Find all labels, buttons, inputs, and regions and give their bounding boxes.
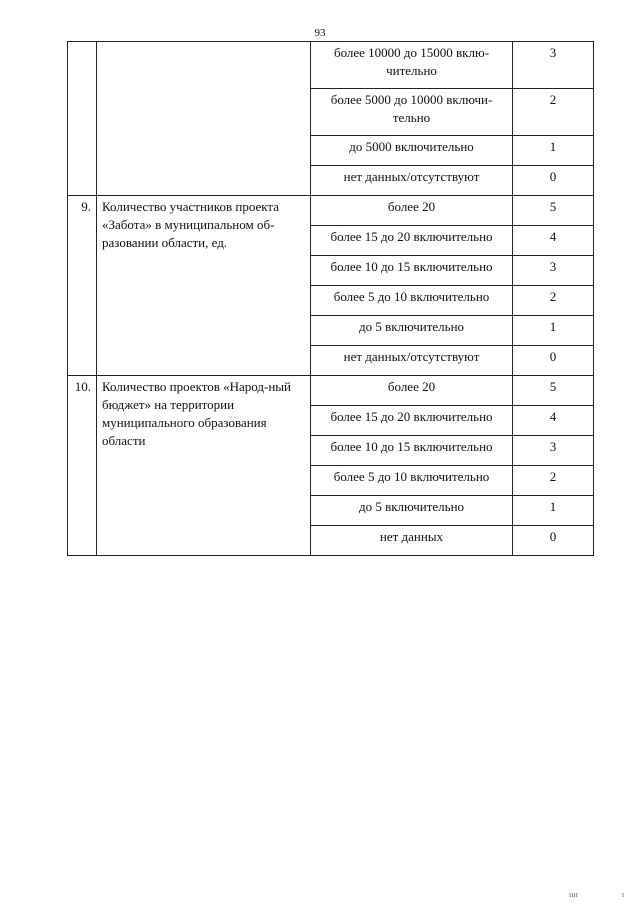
criterion-cell: нет данных/отсутствуют [311, 166, 513, 196]
criterion-cell: более 5 до 10 включительно [311, 466, 513, 496]
page-number: 93 [314, 27, 326, 39]
row-number: 9. [68, 196, 97, 376]
criterion-cell: до 5000 включительно [311, 136, 513, 166]
points-cell: 2 [513, 466, 594, 496]
points-cell: 0 [513, 166, 594, 196]
criterion-cell: более 20 [311, 196, 513, 226]
indicator-name: Количество участников проекта «Забота» в муниципальном об-разовании области, ед. [97, 196, 311, 376]
criterion-cell: нет данных/отсутствуют [311, 346, 513, 376]
criterion-cell: более 10 до 15 включительно [311, 436, 513, 466]
row-number: 10. [68, 376, 97, 556]
criteria-table [67, 41, 594, 556]
points-cell: 1 [513, 136, 594, 166]
points-cell: 1 [513, 316, 594, 346]
points-cell: 3 [513, 256, 594, 286]
criterion-cell: более 20 [311, 376, 513, 406]
criterion-cell: более 10000 до 15000 вклю-чительно [311, 42, 513, 89]
points-cell: 1 [513, 496, 594, 526]
table-row [68, 196, 594, 226]
scan-mark-right: ı [622, 890, 625, 899]
points-cell: 4 [513, 226, 594, 256]
criterion-cell: до 5 включительно [311, 316, 513, 346]
points-cell: 0 [513, 526, 594, 556]
points-cell: 5 [513, 196, 594, 226]
scan-mark-left: ıııı [569, 890, 578, 899]
criterion-cell: более 10 до 15 включительно [311, 256, 513, 286]
points-cell: 3 [513, 436, 594, 466]
indicator-name [97, 42, 311, 196]
points-cell: 0 [513, 346, 594, 376]
criterion-cell: более 5 до 10 включительно [311, 286, 513, 316]
points-cell: 2 [513, 286, 594, 316]
points-cell: 4 [513, 406, 594, 436]
points-cell: 2 [513, 89, 594, 136]
criterion-cell: более 15 до 20 включительно [311, 226, 513, 256]
table-row [68, 42, 594, 89]
table-row [68, 376, 594, 406]
row-number [68, 42, 97, 196]
points-cell: 5 [513, 376, 594, 406]
criterion-cell: более 15 до 20 включительно [311, 406, 513, 436]
indicator-name: Количество проектов «Народ-ный бюджет» на территории муниципального образования области [97, 376, 311, 556]
criterion-cell: до 5 включительно [311, 496, 513, 526]
criterion-cell: нет данных [311, 526, 513, 556]
criterion-cell: более 5000 до 10000 включи-тельно [311, 89, 513, 136]
points-cell: 3 [513, 42, 594, 89]
